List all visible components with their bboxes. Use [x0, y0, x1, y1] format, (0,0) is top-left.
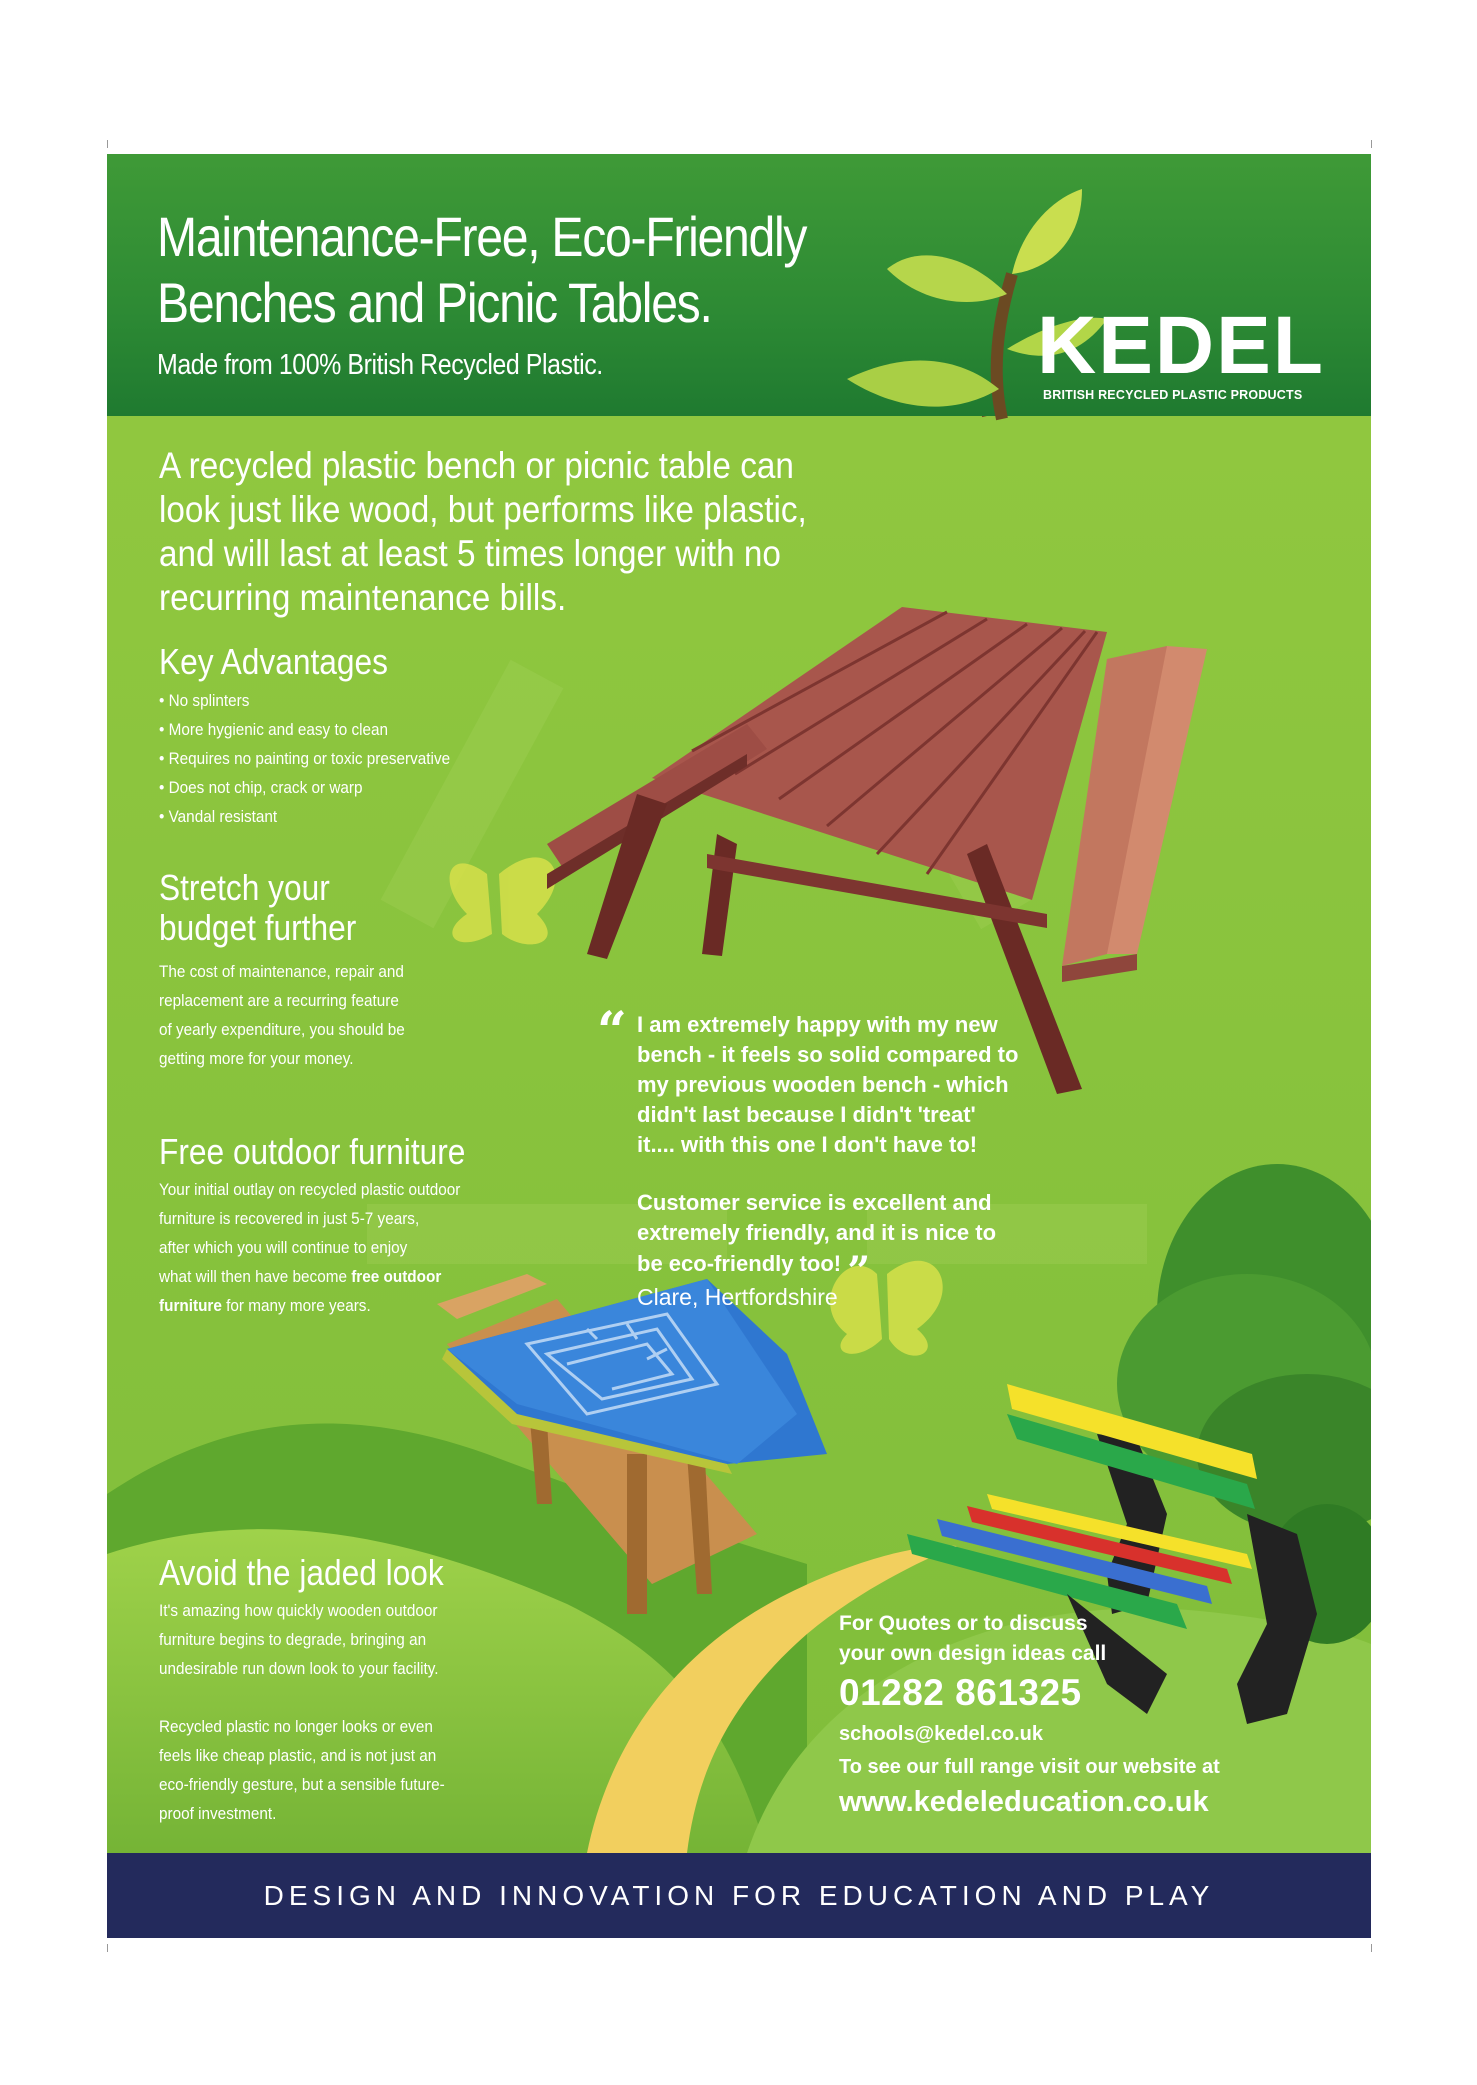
- contact-block: [839, 1609, 1220, 1821]
- jaded-line: undesirable run down look to your facility.: [159, 1659, 439, 1678]
- jaded-line: furniture begins to degrade, bringing an: [159, 1630, 427, 1649]
- advantages-list: [159, 686, 450, 831]
- crop-mark: [107, 140, 108, 148]
- paragraph-spacer: [637, 1160, 1107, 1188]
- quote-line-text: be eco-friendly too!: [637, 1251, 842, 1276]
- advantages-heading: Key Advantages: [159, 641, 388, 682]
- open-quote-mark: “: [597, 1001, 627, 1062]
- budget-line: replacement are a recurring feature: [159, 991, 399, 1010]
- advantage-item: • No splinters: [159, 691, 250, 710]
- intro-line: and will last at least 5 times longer with no: [159, 533, 781, 574]
- paragraph-spacer: [159, 1683, 445, 1712]
- free-text: [159, 1175, 460, 1320]
- advantage-item: • More hygienic and easy to clean: [159, 720, 389, 739]
- free-line: [159, 1262, 460, 1291]
- free-heading: Free outdoor furniture: [159, 1131, 466, 1172]
- quote-line: [637, 1248, 1107, 1295]
- jaded-line: proof investment.: [159, 1804, 277, 1823]
- quote-line: extremely friendly, and it is nice to: [637, 1220, 997, 1245]
- budget-line: The cost of maintenance, repair and: [159, 962, 404, 981]
- flyer: [107, 154, 1371, 1938]
- kedel-logo-tagline: BRITISH RECYCLED PLASTIC PRODUCTS: [1043, 388, 1303, 402]
- contact-range-text: To see our full range visit our website at: [839, 1756, 1220, 1778]
- crop-mark: [1371, 140, 1372, 148]
- intro-line: recurring maintenance bills.: [159, 577, 567, 618]
- jaded-heading: Avoid the jaded look: [159, 1552, 444, 1593]
- budget-heading-line: budget further: [159, 907, 357, 948]
- budget-line: of yearly expenditure, you should be: [159, 1020, 405, 1039]
- free-line-emphasis: free outdoor: [351, 1267, 442, 1286]
- quote-line: didn't last because I didn't 'treat': [637, 1102, 976, 1127]
- header-title-line: Benches and Picnic Tables.: [157, 271, 712, 334]
- header-title-line: Maintenance-Free, Eco-Friendly: [157, 205, 807, 268]
- advantage-item: • Vandal resistant: [159, 807, 278, 826]
- quote-line: Customer service is excellent and: [637, 1190, 992, 1215]
- free-line: furniture is recovered in just 5-7 years,: [159, 1209, 420, 1228]
- testimonial-attribution: Clare, Hertfordshire: [637, 1284, 838, 1310]
- jaded-line: It's amazing how quickly wooden outdoor: [159, 1601, 438, 1620]
- contact-line: For Quotes or to discuss: [839, 1612, 1088, 1635]
- jaded-line: Recycled plastic no longer looks or even: [159, 1717, 433, 1736]
- quote-line: my previous wooden bench - which: [637, 1072, 1009, 1097]
- footer-bar: [107, 1853, 1371, 1938]
- budget-text: [159, 957, 405, 1073]
- crop-mark: [1371, 1944, 1372, 1952]
- quote-line: bench - it feels so solid compared to: [637, 1042, 1019, 1067]
- header-subtitle: Made from 100% British Recycled Plastic.: [157, 349, 603, 381]
- free-line-emphasis: furniture: [159, 1296, 222, 1315]
- contact-website-link[interactable]: www.kedeleducation.co.uk: [839, 1786, 1209, 1818]
- footer-slogan: DESIGN AND INNOVATION FOR EDUCATION AND PLAY: [263, 1880, 1215, 1911]
- advantage-item: • Requires no painting or toxic preservative: [159, 749, 451, 768]
- free-line: Your initial outlay on recycled plastic outdoor: [159, 1180, 461, 1199]
- free-line: after which you will continue to enjoy: [159, 1238, 408, 1257]
- jaded-line: eco-friendly gesture, but a sensible future-: [159, 1775, 445, 1794]
- intro-line: look just like wood, but performs like plastic,: [159, 489, 807, 530]
- budget-line: getting more for your money.: [159, 1049, 354, 1068]
- contact-email[interactable]: schools@kedel.co.uk: [839, 1723, 1044, 1745]
- quote-line: it.... with this one I don't have to!: [637, 1132, 978, 1157]
- budget-heading-line: Stretch your: [159, 867, 330, 908]
- crop-mark: [107, 1944, 108, 1952]
- contact-phone[interactable]: 01282 861325: [839, 1672, 1082, 1713]
- quote-line: I am extremely happy with my new: [637, 1012, 998, 1037]
- budget-heading: [159, 868, 356, 948]
- free-line: [159, 1291, 460, 1320]
- jaded-text: [159, 1596, 445, 1828]
- intro-text: [159, 444, 843, 620]
- free-line-text: what will then have become: [159, 1267, 352, 1286]
- close-quote-mark: ”: [847, 1248, 871, 1295]
- contact-line: your own design ideas call: [839, 1642, 1107, 1665]
- kedel-logo: KEDEL: [1037, 300, 1325, 391]
- intro-line: A recycled plastic bench or picnic table can: [159, 445, 794, 486]
- advantage-item: • Does not chip, crack or warp: [159, 778, 363, 797]
- free-line-text: for many more years.: [221, 1296, 371, 1315]
- jaded-line: feels like cheap plastic, and is not just an: [159, 1746, 437, 1765]
- header-title: [157, 204, 806, 336]
- testimonial-quote: [637, 1010, 1107, 1295]
